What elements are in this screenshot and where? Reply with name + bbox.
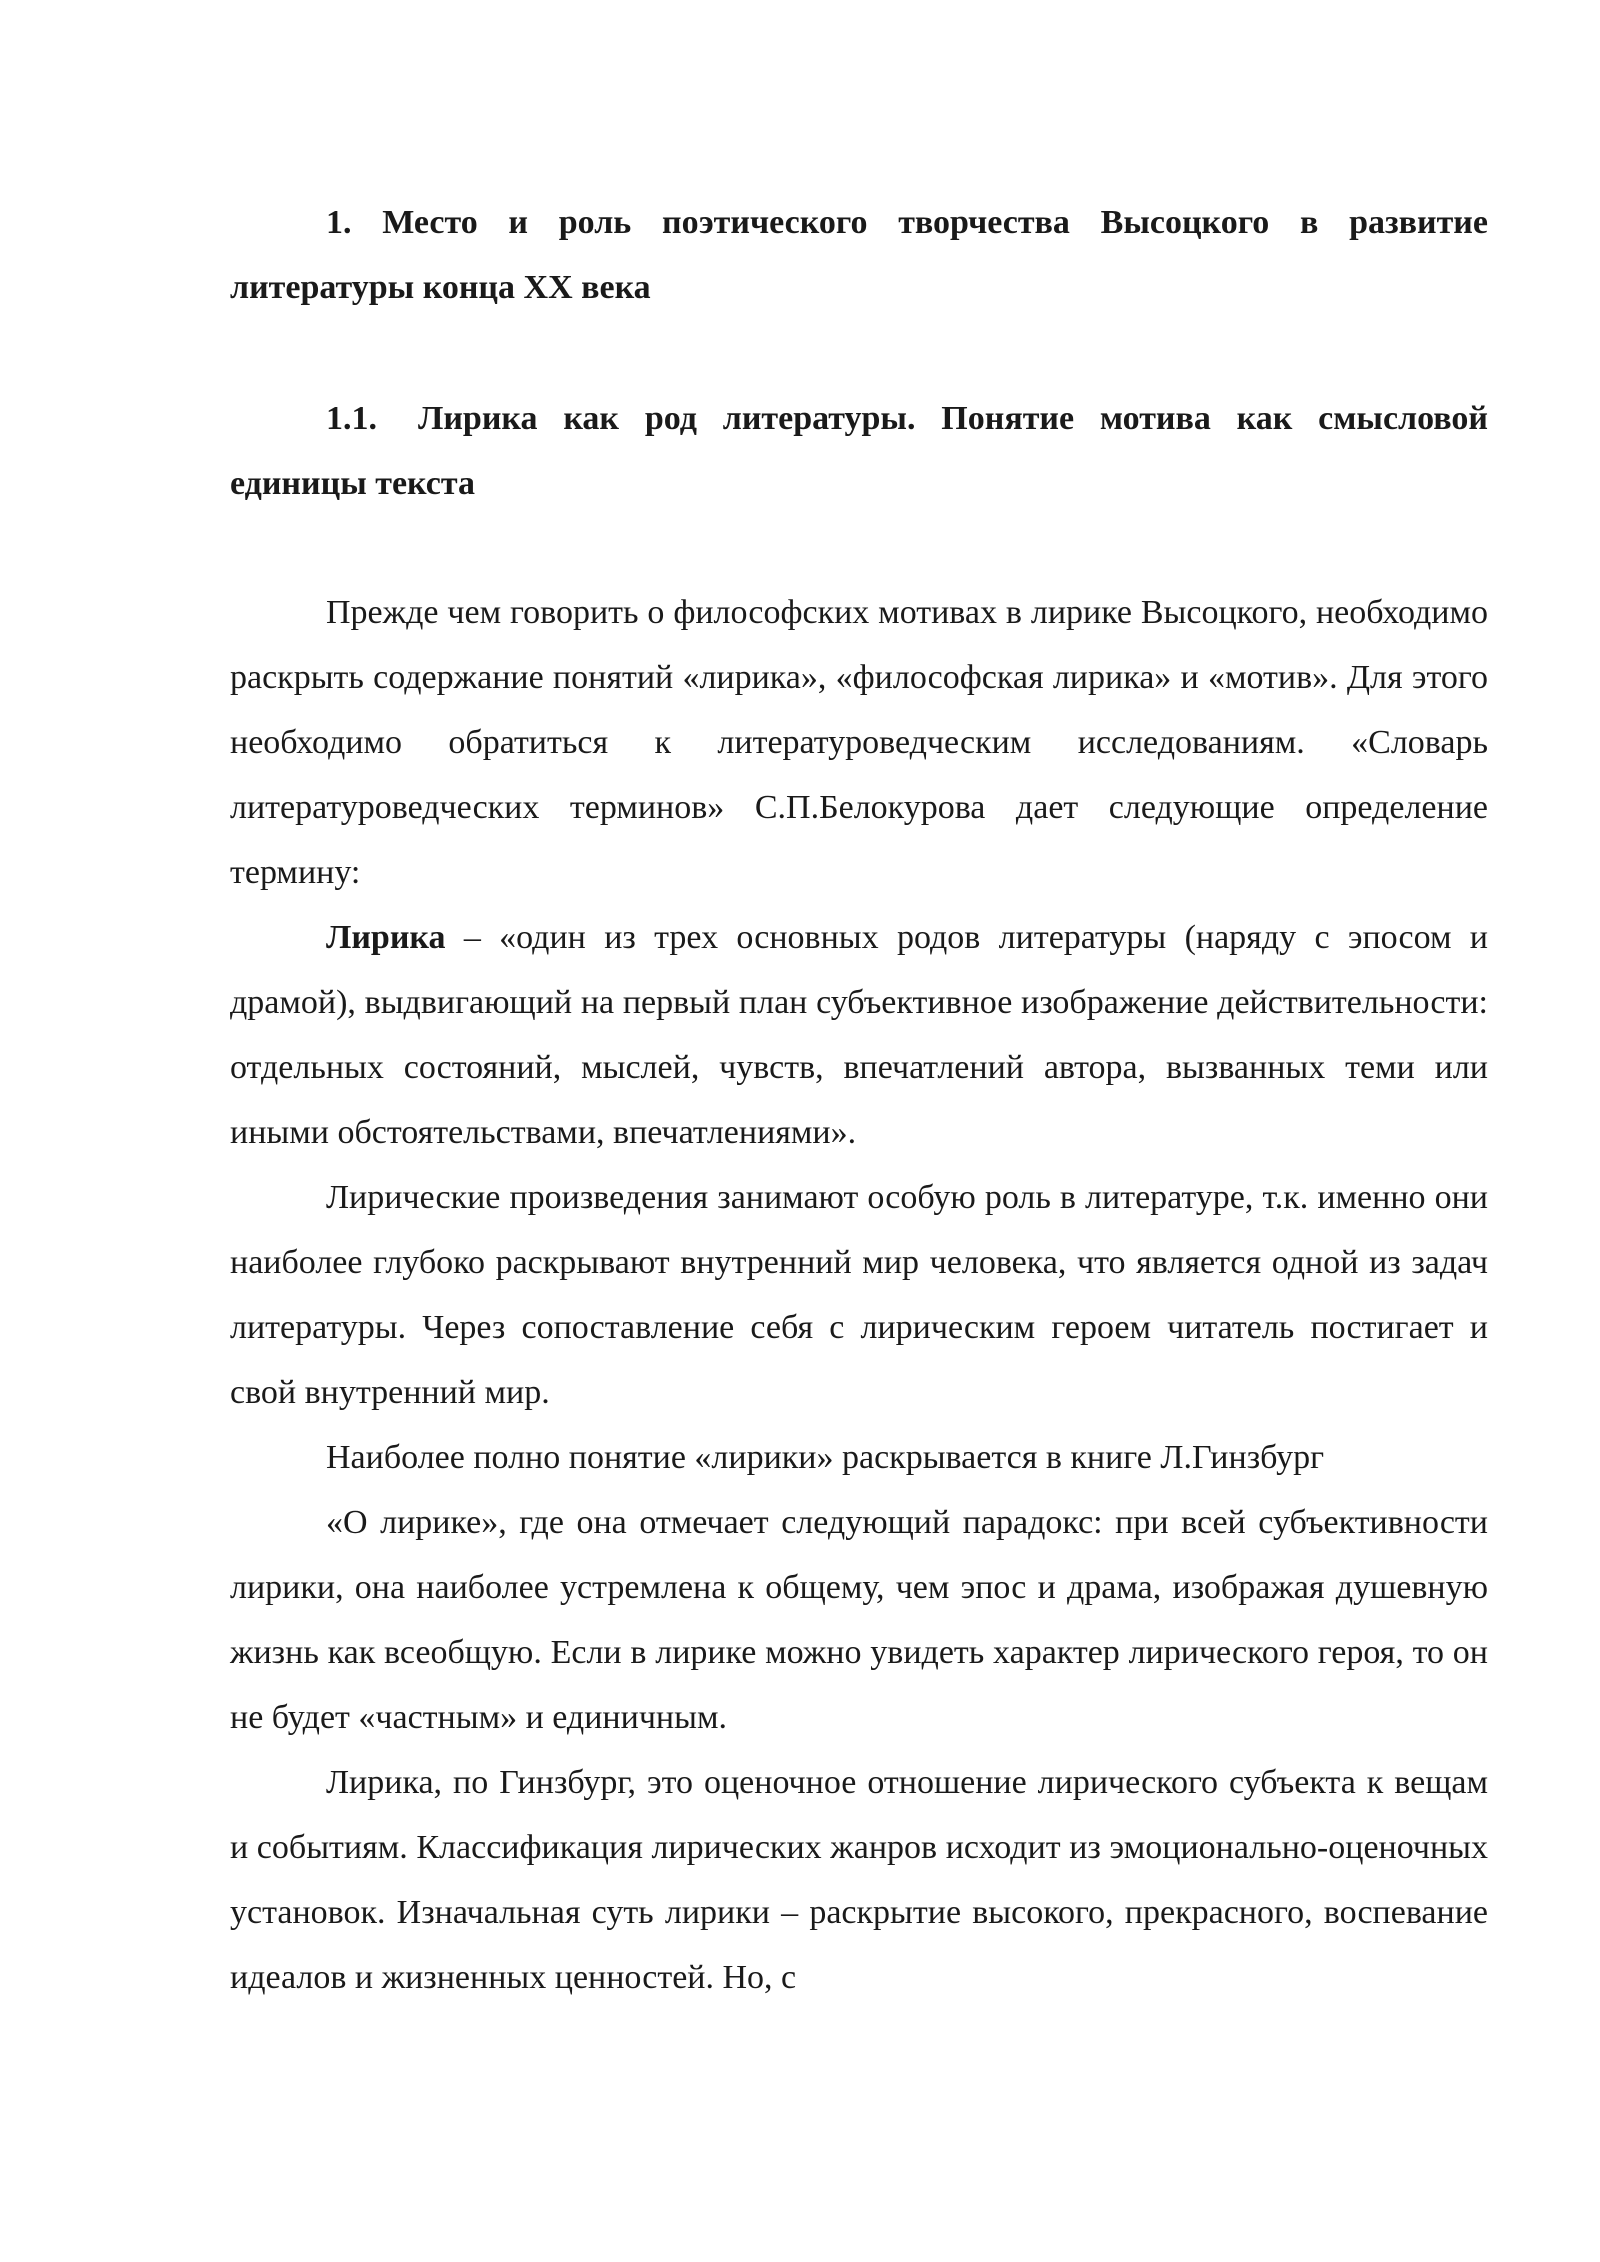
paragraph-lyric-role: Лирические произведения занимают особую роль в литературе, т.к. именно они наиболее глубоко раскрывают внутренний мир человека, что является одной из задач литературы. Через сопоставление себя с лирическим героем читатель постигает и свой внутренний мир. [230,1179,1488,1411]
subsection-number: 1.1. [326,400,377,437]
paragraph-definition [230,905,1488,1165]
subsection-heading [230,386,1488,516]
paragraph-ginzburg-intro: Наиболее полно понятие «лирики» раскрывается в книге Л.Гинзбург [326,1439,1325,1476]
paragraph-ginzburg-paradox: «О лирике», где она отмечает следующий парадокс: при всей субъективности лирики, она наиболее устремлена к общему, чем эпос и драма, изображая душевную жизнь как всеобщую. Если в лирике можно увидеть характер лирического героя, то он не будет «частным» и единичным. [230,1504,1488,1736]
definition-text: – «один из трех основных родов литературы (наряду с эпосом и драмой), выдвигающий на первый план субъективное изображение действительности: отдельных состояний, мыслей, чувств, впечатлений автора, вызванных теми или иными обстоятельствами, впечатлениями». [230,919,1488,1151]
document-page [230,190,1488,2010]
paragraph-intro: Прежде чем говорить о философских мотивах в лирике Высоцкого, необходимо раскрыть содержание понятий «лирика», «философская лирика» и «мотив». Для этого необходимо обратиться к литературоведческим исследованиям. «Словарь литературоведческих терминов» С.П.Белокурова дает следующие определение термину: [230,594,1488,891]
subsection-title: Лирика как род литературы. Понятие мотива как смысловой единицы текста [230,400,1488,502]
section-heading: 1. Место и роль поэтического творчества Высоцкого в развитие литературы конца XX века [230,204,1488,306]
paragraph-ginzburg-evaluation: Лирика, по Гинзбург, это оценочное отношение лирического субъекта к вещам и событиям. Классификация лирических жанров исходит из эмоционально-оценочных установок. Изначальная суть лирики – раскрытие высокого, прекрасного, воспевание идеалов и жизненных ценностей. Но, с [230,1764,1488,1996]
definition-term: Лирика [326,919,446,956]
